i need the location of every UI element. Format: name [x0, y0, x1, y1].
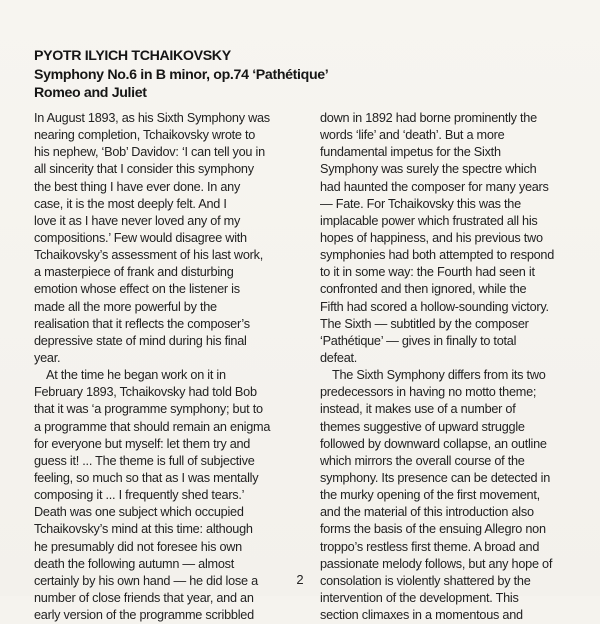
- header: [34, 47, 574, 103]
- page-number: 2: [296, 572, 304, 587]
- text-line: Symphony was surely the spectre which: [320, 162, 537, 177]
- text-column-left: [34, 110, 304, 624]
- text-line: Death was one subject which occupied: [34, 505, 244, 520]
- text-line: for everyone but myself: let them try and: [34, 436, 251, 451]
- text-line: defeat.: [320, 350, 358, 365]
- composer-name: PYOTR ILYICH TCHAIKOVSKY: [34, 48, 231, 64]
- text-line: compositions.’ Few would disagree with: [34, 230, 247, 245]
- text-line: forms the basis of the ensuing Allegro non: [320, 522, 546, 537]
- text-line: confronted and then ignored, while the: [320, 282, 527, 297]
- text-line: that it was ‘a programme symphony; but to: [34, 402, 263, 417]
- text-line: case, it is the most deeply felt. And I: [34, 196, 227, 211]
- text-line: implacable power which frustrated all his: [320, 213, 538, 228]
- text-line: ‘Pathétique’ — gives in finally to total: [320, 333, 517, 348]
- text-line: love it as I have never loved any of my: [34, 213, 241, 228]
- text-line: and the material of this introduction also: [320, 505, 534, 520]
- text-line: passionate melody follows, but any hope of: [320, 556, 553, 571]
- text-line: symphony. Its presence can be detected in: [320, 470, 551, 485]
- text-line: guess it! ... The theme is full of subjective: [34, 453, 255, 468]
- text-line: instead, it makes use of a number of: [320, 402, 516, 417]
- work-title-symphony: Symphony No.6 in B minor, op.74 ‘Pathétique’: [34, 66, 329, 83]
- text-line: The Sixth — subtitled by the composer: [320, 316, 529, 331]
- text-line: to it in some way: the Fourth had seen it: [320, 265, 535, 280]
- text-line: Tchaikovsky’s mind at this time: although: [34, 522, 253, 537]
- text-line: the murky opening of the first movement,: [320, 488, 540, 503]
- text-line: themes suggestive of upward struggle: [320, 419, 525, 434]
- text-line: At the time he began work on it in: [46, 368, 226, 383]
- text-line: intervention of the development. This: [320, 590, 519, 605]
- text-line: The Sixth Symphony differs from its two: [332, 368, 546, 383]
- text-line: death the following autumn — almost: [34, 556, 235, 571]
- text-column-right: [320, 110, 582, 624]
- text-line: In August 1893, as his Sixth Symphony was: [34, 111, 270, 125]
- work-title-romeo: Romeo and Juliet: [34, 85, 147, 101]
- text-line: predecessors in having no motto theme;: [320, 385, 537, 400]
- text-line: fundamental impetus for the Sixth: [320, 145, 501, 160]
- text-line: his nephew, ‘Bob’ Davidov: ‘I can tell you in: [34, 145, 265, 160]
- text-line: made all the more powerful by the: [34, 299, 217, 314]
- text-line: hopes of happiness, and his previous two: [320, 230, 543, 245]
- text-line: words ‘life’ and ‘death’. But a more: [320, 128, 505, 143]
- text-line: February 1893, Tchaikovsky had told Bob: [34, 385, 257, 400]
- text-line: section climaxes in a momentous and: [320, 608, 523, 623]
- text-line: followed by downward collapse, an outline: [320, 436, 547, 451]
- text-line: realisation that it reflects the composer’s: [34, 316, 250, 331]
- text-line: early version of the programme scribbled: [34, 608, 254, 623]
- text-line: the best thing I have ever done. In any: [34, 179, 241, 194]
- text-line: a programme that should remain an enigma: [34, 419, 271, 434]
- text-line: he presumably did not foresee his own: [34, 539, 242, 554]
- text-line: nearing completion, Tchaikovsky wrote to: [34, 128, 256, 143]
- text-line: number of close friends that year, and an: [34, 590, 254, 605]
- text-line: had haunted the composer for many years: [320, 179, 549, 194]
- text-line: all sincerity that I consider this symphony: [34, 162, 254, 177]
- text-line: a masterpiece of frank and disturbing: [34, 265, 234, 280]
- text-line: depressive state of mind during his final: [34, 333, 247, 348]
- text-line: emotion whose effect on the listener is: [34, 282, 240, 297]
- text-line: year.: [34, 350, 61, 365]
- text-line: composing it ... I frequently shed tears.’: [34, 488, 245, 503]
- text-line: certainly by his own hand — he did lose a: [34, 573, 258, 588]
- text-line: Tchaikovsky’s assessment of his last work,: [34, 248, 263, 263]
- text-line: — Fate. For Tchaikovsky this was the: [320, 196, 521, 211]
- text-line: troppo’s restless first theme. A broad and: [320, 539, 540, 554]
- text-line: which mirrors the overall course of the: [320, 453, 525, 468]
- text-line: consolation is violently shattered by the: [320, 573, 531, 588]
- text-line: symphonies had both attempted to respond: [320, 248, 555, 263]
- text-line: feeling, so much so that as I was mentally: [34, 470, 259, 485]
- text-line: down in 1892 had borne prominently the: [320, 111, 537, 125]
- text-line: Fifth had scored a hollow-sounding victory.: [320, 299, 549, 314]
